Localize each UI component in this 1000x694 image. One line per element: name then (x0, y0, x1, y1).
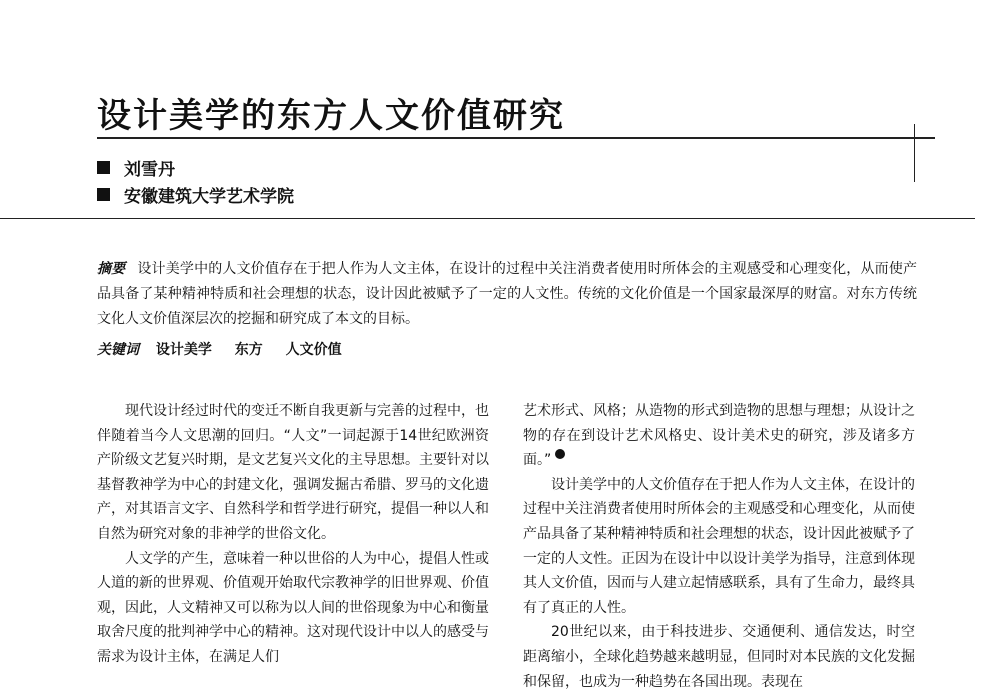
body-paragraph: 人文学的产生，意味着一种以世俗的人为中心，提倡人性或人道的新的世界观、价值观开始取代宗教神学的旧世界观、价值观，因此，人文精神又可以称为以人间的世俗现象为中心和衡量取舍尺度的批判神学中心的精神。这对现代设计中以人的感受与需求为设计主体，在满足人们 (97, 550, 489, 665)
keyword: 东方 (234, 342, 263, 358)
title-rule (97, 137, 935, 139)
body-paragraph: 20世纪以来，由于科技进步、交通便利、通信发达，时空距离缩小，全球化趋势越来越明显，但同时对本民族的文化发掘和保留，也成为一种趋势在各国出现。表现在 (523, 624, 915, 690)
keywords-label: 关键词 (97, 342, 139, 358)
keywords (97, 339, 360, 359)
body-paragraph: 现代设计经过时代的变迁不断自我更新与完善的过程中，也伴随着当今人文思潮的回归。“人文”一词起源于14世纪欧洲资产阶级文艺复兴时期，是文艺复兴文化的主导思想。主要针对以基督教神学为中心的封建文化，强调发掘古希腊、罗马的文化遗产，对其语言文字、自然科学和哲学进行研究，提倡一种以人和自然为研究对象的非神学的世俗文化。 (97, 403, 489, 542)
body-paragraph (523, 399, 915, 473)
body-paragraph: 设计美学中的人文价值存在于把人作为人文主体，在设计的过程中关注消费者使用时所体会的主观感受和心理变化，从而使产品具备了某种精神特质和社会理想的状态，设计因此被赋予了一定的人文性。正因为在设计中以设计美学为指导，注意到体现其人文价值，因而与人建立起情感联系，具有了生命力，最终具有了真正的人性。 (523, 476, 915, 616)
author-name: 刘雪丹 (124, 160, 175, 180)
square-bullet-icon (97, 188, 110, 201)
abstract-label: 摘要 (97, 261, 126, 277)
header-rule (0, 218, 975, 219)
keyword: 设计美学 (155, 342, 212, 358)
author-line (97, 155, 175, 180)
footnote-marker-icon (555, 449, 565, 459)
affiliation-line (97, 182, 294, 207)
abstract-text: 设计美学中的人文价值存在于把人作为人文主体，在设计的过程中关注消费者使用时所体会的主观感受和心理变化，从而使产品具备了某种精神特质和社会理想的状态，设计因此被赋予了一定的人文性。传统的文化价值是一个国家最深厚的财富。对东方传统文化人文价值深层次的挖掘和研究成了本文的目标。 (97, 261, 917, 327)
body-left-column (97, 399, 489, 670)
square-bullet-icon (97, 161, 110, 174)
abstract (97, 257, 917, 332)
body-paragraph-text: 艺术形式、风格；从造物的形式到造物的思想与理想；从设计之物的存在到设计艺术风格史、设计美术史的研究，涉及诸多方面。” (523, 403, 915, 469)
affiliation: 安徽建筑大学艺术学院 (124, 187, 294, 207)
header-vertical-rule (914, 124, 915, 182)
keyword: 人文价值 (285, 342, 342, 358)
paper-title: 设计美学的东方人文价值研究 (97, 96, 565, 136)
body-right-column (523, 399, 915, 694)
